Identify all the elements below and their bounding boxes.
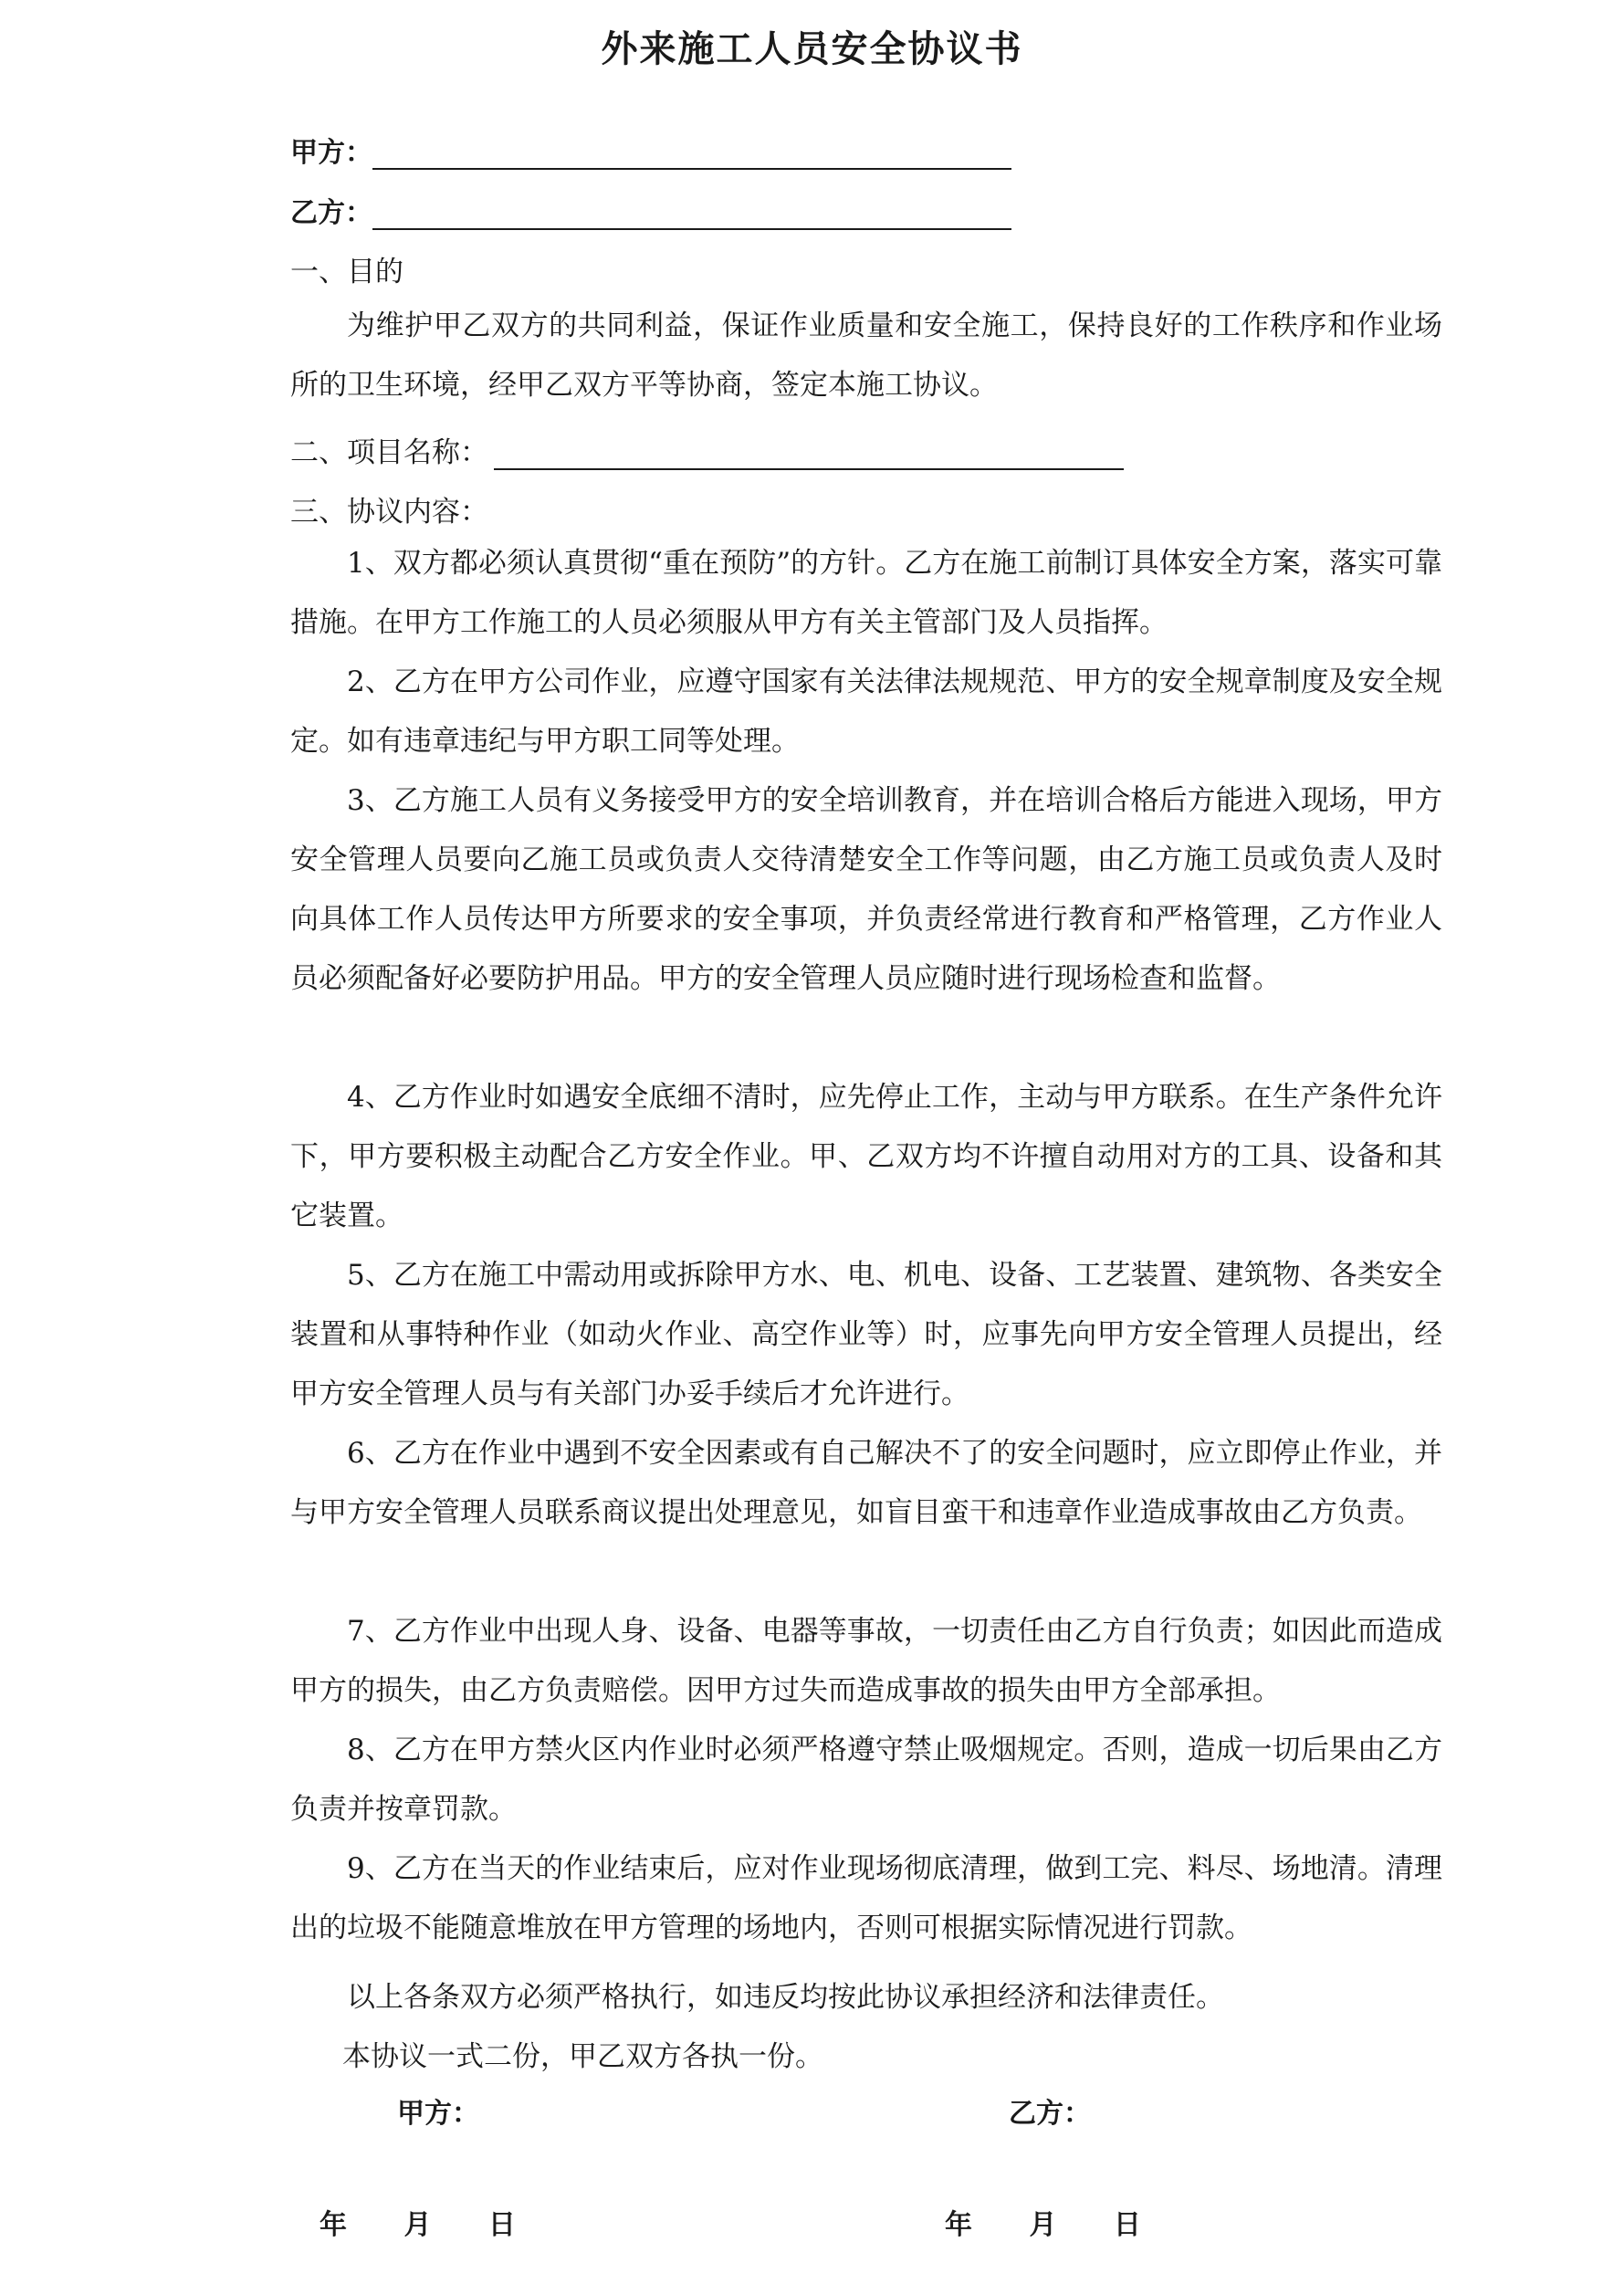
section3-heading: 三、协议内容： — [290, 496, 488, 529]
clause-9: 9、乙方在当天的作业结束后，应对作业现场彻底清理，做到工完、料尽、场地清。清理出的垃圾不能随意堆放在甲方管理的场地内，否则可根据实际情况进行罚款。 — [290, 1852, 1442, 1944]
signature-party-a: 甲方： — [397, 2098, 479, 2130]
date-party-b — [945, 2202, 1141, 2242]
clause-6: 6、乙方在作业中遇到不安全因素或有自己解决不了的安全问题时，应立即停止作业，并与甲方安全管理人员联系商议提出处理意见，如盲目蛮干和违章作业造成事故由乙方负责。 — [290, 1437, 1442, 1529]
section2-line — [290, 429, 1124, 470]
date-a-day: 日 — [487, 2209, 516, 2241]
party-b-label: 乙方： — [290, 197, 372, 229]
date-party-a — [320, 2202, 516, 2242]
signature-party-b: 乙方： — [1009, 2098, 1091, 2130]
clause-8: 8、乙方在甲方禁火区内作业时必须严格遵守禁止吸烟规定。否则，造成一切后果由乙方负责并按章罚款。 — [290, 1734, 1442, 1826]
date-a-month: 月 — [403, 2209, 432, 2241]
section1-body: 为维护甲乙双方的共同利益，保证作业质量和安全施工，保持良好的工作秩序和作业场所的卫生环境，经甲乙双方平等协商，签定本施工协议。 — [290, 309, 1442, 402]
party-a-blank[interactable] — [372, 141, 1011, 170]
closing-statement-2: 本协议一式二份，甲乙双方各执一份。 — [342, 2040, 823, 2073]
section2-heading: 二、项目名称： — [290, 436, 488, 469]
party-a-line — [290, 130, 1011, 170]
party-a-label: 甲方： — [290, 137, 372, 169]
clause-2: 2、乙方在甲方公司作业，应遵守国家有关法律法规规范、甲方的安全规章制度及安全规定。如有违章违纪与甲方职工同等处理。 — [290, 665, 1442, 758]
party-b-blank[interactable] — [372, 201, 1011, 230]
clause-4: 4、乙方作业时如遇安全底细不清时，应先停止工作，主动与甲方联系。在生产条件允许下，甲方要积极主动配合乙方安全作业。甲、乙双方均不许擅自动用对方的工具、设备和其它装置。 — [290, 1081, 1442, 1232]
date-b-year: 年 — [945, 2209, 972, 2241]
document-title: 外来施工人员安全协议书 — [601, 28, 1023, 70]
clause-5: 5、乙方在施工中需动用或拆除甲方水、电、机电、设备、工艺装置、建筑物、各类安全装置和从事特种作业（如动火作业、高空作业等）时，应事先向甲方安全管理人员提出，经甲方安全管理人员与有关部门办妥手续后才允许进行。 — [290, 1259, 1442, 1410]
section1-heading: 一、目的 — [290, 256, 403, 288]
date-a-year: 年 — [320, 2209, 347, 2241]
clause-1: 1、双方都必须认真贯彻“重在预防”的方针。乙方在施工前制订具体安全方案，落实可靠措施。在甲方工作施工的人员必须服从甲方有关主管部门及人员指挥。 — [290, 547, 1442, 639]
date-b-month: 月 — [1029, 2209, 1057, 2241]
project-name-blank[interactable] — [494, 443, 1124, 470]
clause-7: 7、乙方作业中出现人身、设备、电器等事故，一切责任由乙方自行负责；如因此而造成甲方的损失，由乙方负责赔偿。因甲方过失而造成事故的损失由甲方全部承担。 — [290, 1615, 1442, 1707]
clause-3: 3、乙方施工人员有义务接受甲方的安全培训教育，并在培训合格后方能进入现场，甲方安全管理人员要向乙施工员或负责人交待清楚安全工作等问题，由乙方施工员或负责人及时向具体工作人员传达甲方所要求的安全事项，并负责经常进行教育和严格管理，乙方作业人员必须配备好必要防护用品。甲方的安全管理人员应随时进行现场检查和监督。 — [290, 784, 1442, 995]
party-b-line — [290, 190, 1011, 230]
date-b-day: 日 — [1113, 2209, 1141, 2241]
closing-statement-1: 以上各条双方必须严格执行，如违反均按此协议承担经济和法律责任。 — [347, 1981, 1224, 2014]
